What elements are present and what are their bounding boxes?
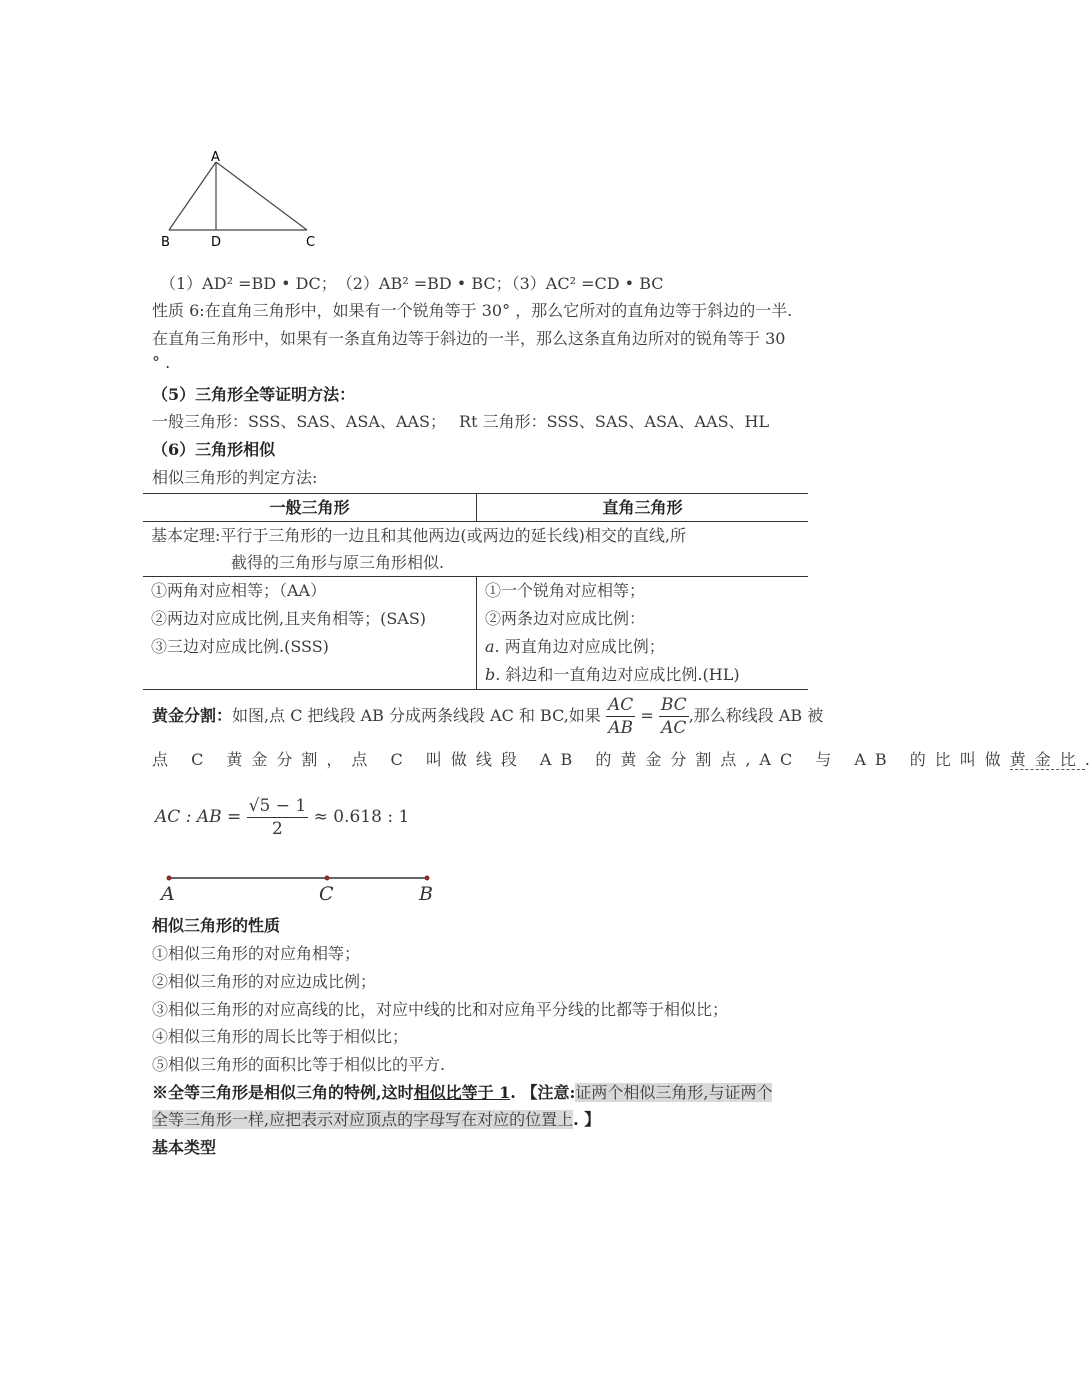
point-d-label: D xyxy=(211,235,222,250)
list-item: ①一个锐角对应相等； xyxy=(485,581,646,600)
property-item-4: ④相似三角形的周长比等于相似比； xyxy=(152,1027,409,1046)
golden-ratio-term: 黄金比 xyxy=(1009,750,1085,769)
sub-item-text: 斜边和一直角边对应成比例.(HL) xyxy=(500,665,740,684)
golden-section-label: 黄金分割： xyxy=(152,706,233,725)
fraction-bc-ac xyxy=(659,694,689,739)
vertex-c-label: C xyxy=(306,235,316,250)
formula-numerator: √5 − 1 xyxy=(248,796,307,816)
formula-rhs: ≈ 0.618 : 1 xyxy=(313,807,410,827)
golden-period: . xyxy=(1084,750,1090,769)
note-part-3: . 【注意: xyxy=(510,1083,576,1102)
triangle-figure xyxy=(155,148,330,253)
fraction-numerator: AC xyxy=(607,695,634,715)
general-criteria-cell xyxy=(143,577,477,690)
table-row xyxy=(143,577,808,690)
point-c-label: C xyxy=(319,883,334,905)
side-ab xyxy=(169,162,216,230)
property-item-3: ③相似三角形的对应高线的比，对应中线的比和对应角平分线的比都等于相似比； xyxy=(152,1000,729,1019)
header-right-triangle: 直角三角形 xyxy=(477,494,809,522)
property-item-1: ①相似三角形的对应角相等； xyxy=(152,944,361,963)
point-c xyxy=(325,876,330,881)
section-5-title: （5）三角形全等证明方法： xyxy=(152,385,356,404)
judgement-title: 相似三角形的判定方法: xyxy=(152,468,318,487)
fraction-numerator: BC xyxy=(660,695,687,715)
formula-denominator: 2 xyxy=(272,819,283,839)
vertex-b-label: B xyxy=(161,235,170,250)
table-header-row xyxy=(143,494,808,522)
note-highlight-2: 全等三角形一样,应把表示对应顶点的字母写在对应的位置上 xyxy=(152,1110,574,1129)
property-item-2: ②相似三角形的对应边成比例； xyxy=(152,972,377,991)
golden-segment-figure xyxy=(155,868,445,906)
similarity-criteria-table xyxy=(143,493,808,690)
formula-fraction xyxy=(247,795,309,840)
golden-ratio-formula xyxy=(155,793,409,841)
sub-item-text: 两直角边对应成比例； xyxy=(499,637,665,656)
point-a xyxy=(167,876,172,881)
golden-text-2: ,那么称线段 AB 被 xyxy=(688,706,824,725)
property-6-line-3: ° . xyxy=(152,353,171,372)
point-b-label: B xyxy=(419,883,433,905)
list-item: ①两角对应相等；（AA） xyxy=(151,581,327,600)
vertex-a-label: A xyxy=(211,150,220,165)
property-item-5: ⑤相似三角形的面积比等于相似比的平方. xyxy=(152,1055,446,1074)
equals-sign: = xyxy=(640,706,654,725)
list-item: ②两条边对应成比例： xyxy=(485,609,646,628)
list-item xyxy=(485,661,800,689)
note-highlight-1: 证两个相似三角形,与证两个 xyxy=(575,1083,773,1102)
sub-marker: b. xyxy=(485,665,501,684)
basic-theorem-line-1: 基本定理:平行于三角形的一边且和其他两边(或两边的延长线)相交的直线,所 xyxy=(151,526,686,545)
table-row xyxy=(143,522,808,577)
list-item: ②两边对应成比例,且夹角相等；(SAS) xyxy=(151,609,427,628)
property-6-line-2: 在直角三角形中，如果有一条直角边等于斜边的一半，那么这条直角边所对的锐角等于 30 xyxy=(152,329,786,348)
note-part-2: 相似比等于 1 xyxy=(413,1083,511,1102)
properties-title: 相似三角形的性质 xyxy=(152,916,281,935)
golden-text-1: 如图,点 C 把线段 AB 分成两条线段 AC 和 BC,如果 xyxy=(232,706,601,725)
formula-lhs: AC : AB = xyxy=(155,807,242,827)
section-5-body: 一般三角形：SSS、SAS、ASA、AAS； Rt 三角形：SSS、SAS、ASA、AAS、HL xyxy=(152,412,770,431)
section-6-title: （6）三角形相似 xyxy=(152,440,276,459)
note-line-1 xyxy=(152,1082,772,1104)
basic-theorem-line-2: 截得的三角形与原三角形相似. xyxy=(231,553,445,572)
projection-theorem: （1）AD² =BD • DC； （2）AB² =BD • BC；（3）AC² =CD • BC xyxy=(160,274,664,293)
fraction-denominator: AB xyxy=(608,718,633,738)
golden-section-line-1 xyxy=(152,694,823,739)
side-ac xyxy=(216,162,307,230)
golden-text-3: 点 C 黄金分割，点 C 叫做线段 AB 的黄金分割点,AC 与 AB 的比叫做 xyxy=(152,750,1010,769)
fraction-ac-ab xyxy=(606,694,635,739)
header-general-triangle: 一般三角形 xyxy=(143,494,477,522)
point-b xyxy=(425,876,430,881)
point-a-label: A xyxy=(161,883,175,905)
list-item xyxy=(485,633,800,661)
list-item: ③三边对应成比例.(SSS) xyxy=(151,637,329,656)
fraction-denominator: AC xyxy=(661,718,687,738)
note-part-1: ※全等三角形是相似三角的特例,这时 xyxy=(152,1083,414,1102)
note-end: . 】 xyxy=(573,1110,601,1129)
basic-types-title: 基本类型 xyxy=(152,1138,217,1157)
right-criteria-cell xyxy=(477,577,809,690)
property-6-line-1: 性质 6:在直角三角形中，如果有一个锐角等于 30° ，那么它所对的直角边等于斜边的一半. xyxy=(152,301,793,320)
golden-section-line-2 xyxy=(152,749,1090,771)
sub-marker: a. xyxy=(485,637,500,656)
note-line-2 xyxy=(152,1109,600,1131)
basic-theorem-cell xyxy=(143,522,808,577)
